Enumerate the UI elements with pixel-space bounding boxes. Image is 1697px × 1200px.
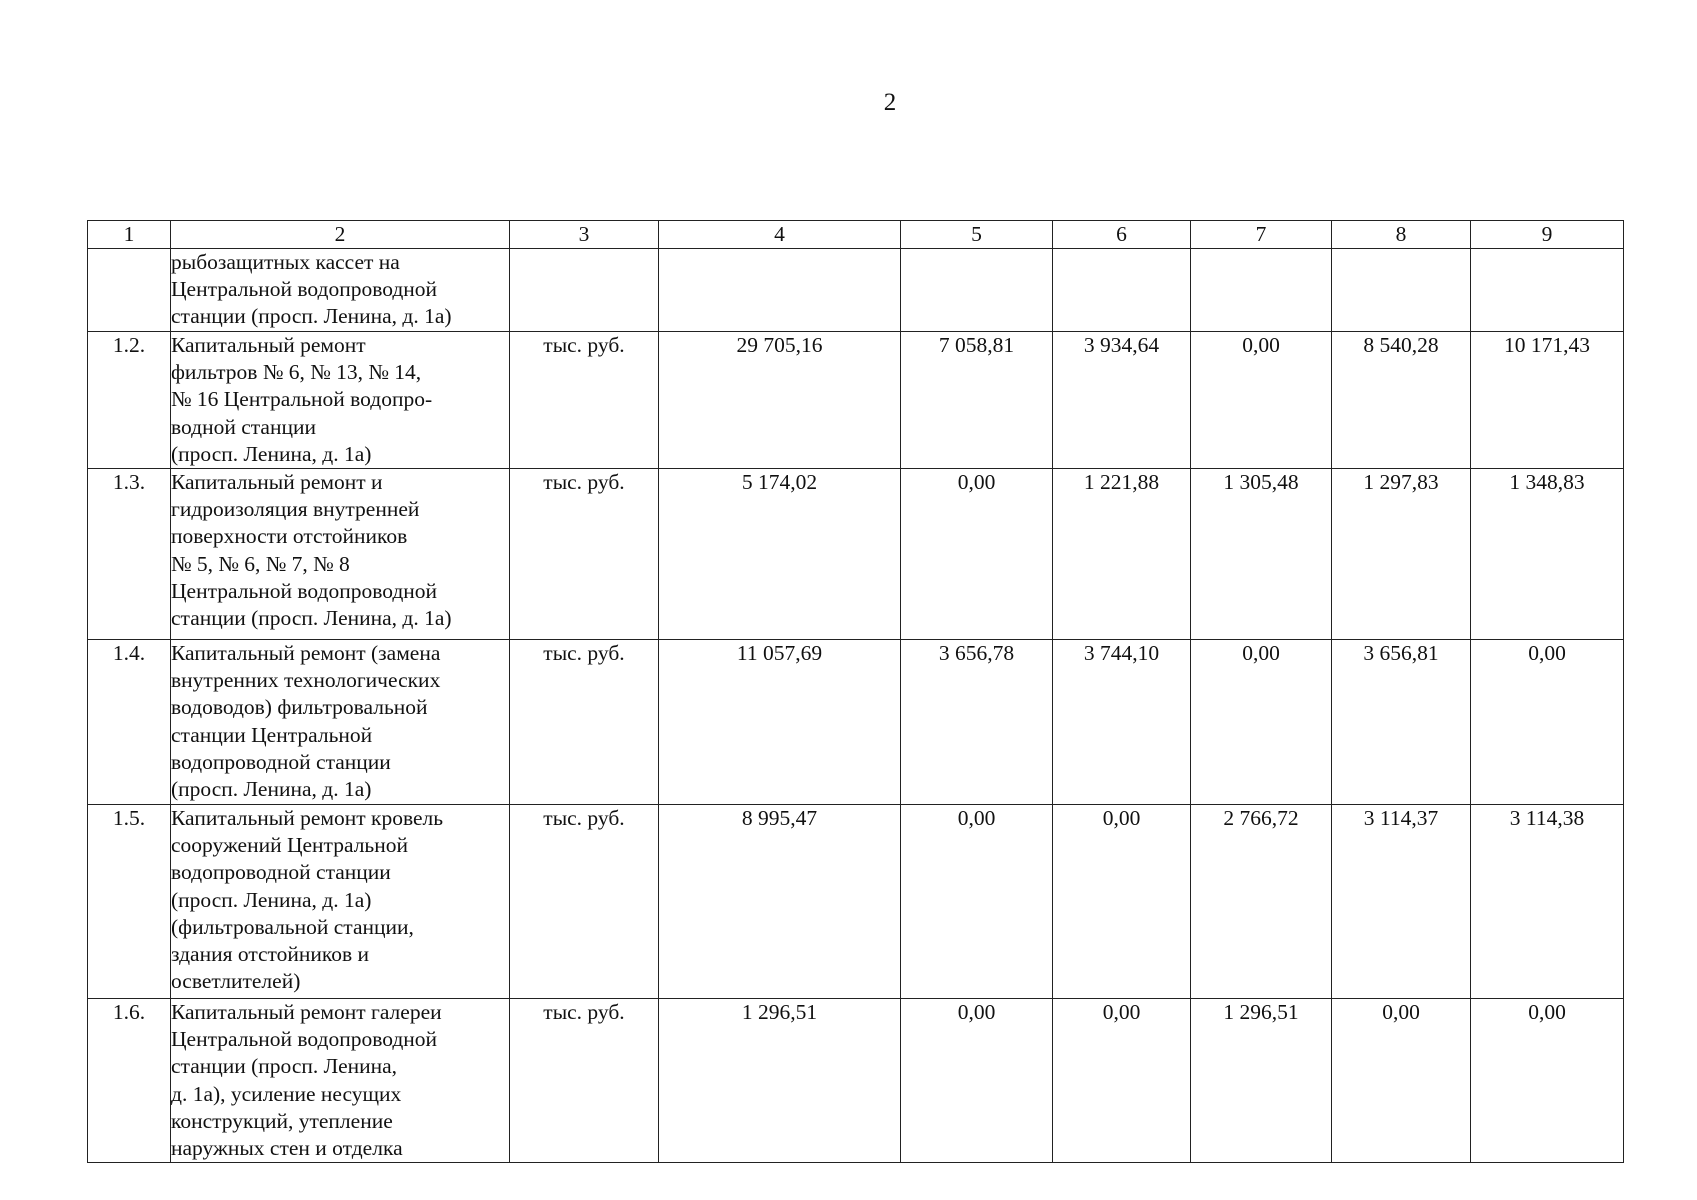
row-value: 0,00 xyxy=(1471,999,1624,1163)
row-value: 0,00 xyxy=(901,999,1053,1163)
row-value: 0,00 xyxy=(1191,640,1332,805)
row-name: Капитальный ремонт фильтров № 6, № 13, № 14, № 16 Центральной водопро- водной станции (просп. Ленина, д. 1а) xyxy=(171,332,510,469)
row-value: 1 221,88 xyxy=(1053,469,1191,640)
table-row xyxy=(88,332,1624,469)
row-value: 0,00 xyxy=(1332,999,1471,1163)
row-number xyxy=(88,249,171,332)
row-value: 3 656,81 xyxy=(1332,640,1471,805)
row-name: рыбозащитных кассет на Центральной водопроводной станции (просп. Ленина, д. 1а) xyxy=(171,249,510,332)
header-cell: 6 xyxy=(1053,221,1191,249)
row-name: Капитальный ремонт (замена внутренних технологических водоводов) фильтровальной станции Центральной водопроводной станции (просп. Ленина, д. 1а) xyxy=(171,640,510,805)
row-value: 1 296,51 xyxy=(659,999,901,1163)
row-value xyxy=(1053,249,1191,332)
row-value: 3 114,37 xyxy=(1332,805,1471,999)
row-value: 3 656,78 xyxy=(901,640,1053,805)
header-cell: 2 xyxy=(171,221,510,249)
page-number: 2 xyxy=(883,89,897,116)
row-value: 1 305,48 xyxy=(1191,469,1332,640)
row-value: 1 296,51 xyxy=(1191,999,1332,1163)
row-value: 8 995,47 xyxy=(659,805,901,999)
row-unit: тыс. руб. xyxy=(510,999,659,1163)
row-value: 11 057,69 xyxy=(659,640,901,805)
header-cell: 8 xyxy=(1332,221,1471,249)
row-unit: тыс. руб. xyxy=(510,332,659,469)
row-value: 10 171,43 xyxy=(1471,332,1624,469)
table-row xyxy=(88,805,1624,999)
row-value: 0,00 xyxy=(1471,640,1624,805)
table-row-continuation xyxy=(88,249,1624,332)
row-unit xyxy=(510,249,659,332)
row-name: Капитальный ремонт и гидроизоляция внутренней поверхности отстойников № 5, № 6, № 7, № 8 Центральной водопроводной станции (просп. Ленина, д. 1а) xyxy=(171,469,510,640)
row-value: 8 540,28 xyxy=(1332,332,1471,469)
header-cell: 7 xyxy=(1191,221,1332,249)
row-value xyxy=(659,249,901,332)
row-value: 7 058,81 xyxy=(901,332,1053,469)
row-name: Капитальный ремонт галереи Центральной водопроводной станции (просп. Ленина, д. 1а), усиление несущих конструкций, утепление наружных стен и отделка xyxy=(171,999,510,1163)
row-number: 1.4. xyxy=(88,640,171,805)
row-value: 5 174,02 xyxy=(659,469,901,640)
row-value: 3 934,64 xyxy=(1053,332,1191,469)
row-value: 0,00 xyxy=(1191,332,1332,469)
row-unit: тыс. руб. xyxy=(510,640,659,805)
row-value: 0,00 xyxy=(1053,999,1191,1163)
row-unit: тыс. руб. xyxy=(510,469,659,640)
row-name: Капитальный ремонт кровель сооружений Центральной водопроводной станции (просп. Ленина, д. 1а) (фильтровальной станции, здания отстойников и осветлителей) xyxy=(171,805,510,999)
row-value: 2 766,72 xyxy=(1191,805,1332,999)
header-cell: 5 xyxy=(901,221,1053,249)
row-value xyxy=(1191,249,1332,332)
row-value: 0,00 xyxy=(901,469,1053,640)
row-value: 3 744,10 xyxy=(1053,640,1191,805)
row-value xyxy=(1471,249,1624,332)
header-cell: 4 xyxy=(659,221,901,249)
row-value: 1 348,83 xyxy=(1471,469,1624,640)
header-row xyxy=(88,221,1624,249)
row-value: 3 114,38 xyxy=(1471,805,1624,999)
row-number: 1.5. xyxy=(88,805,171,999)
table-row xyxy=(88,469,1624,640)
row-number: 1.3. xyxy=(88,469,171,640)
row-value: 1 297,83 xyxy=(1332,469,1471,640)
header-cell: 3 xyxy=(510,221,659,249)
row-unit: тыс. руб. xyxy=(510,805,659,999)
table-row xyxy=(88,640,1624,805)
row-value: 0,00 xyxy=(901,805,1053,999)
row-value xyxy=(1332,249,1471,332)
investment-table xyxy=(87,220,1624,1163)
row-value xyxy=(901,249,1053,332)
header-cell: 1 xyxy=(88,221,171,249)
row-number: 1.6. xyxy=(88,999,171,1163)
table-row xyxy=(88,999,1624,1163)
row-value: 0,00 xyxy=(1053,805,1191,999)
row-value: 29 705,16 xyxy=(659,332,901,469)
row-number: 1.2. xyxy=(88,332,171,469)
header-cell: 9 xyxy=(1471,221,1624,249)
